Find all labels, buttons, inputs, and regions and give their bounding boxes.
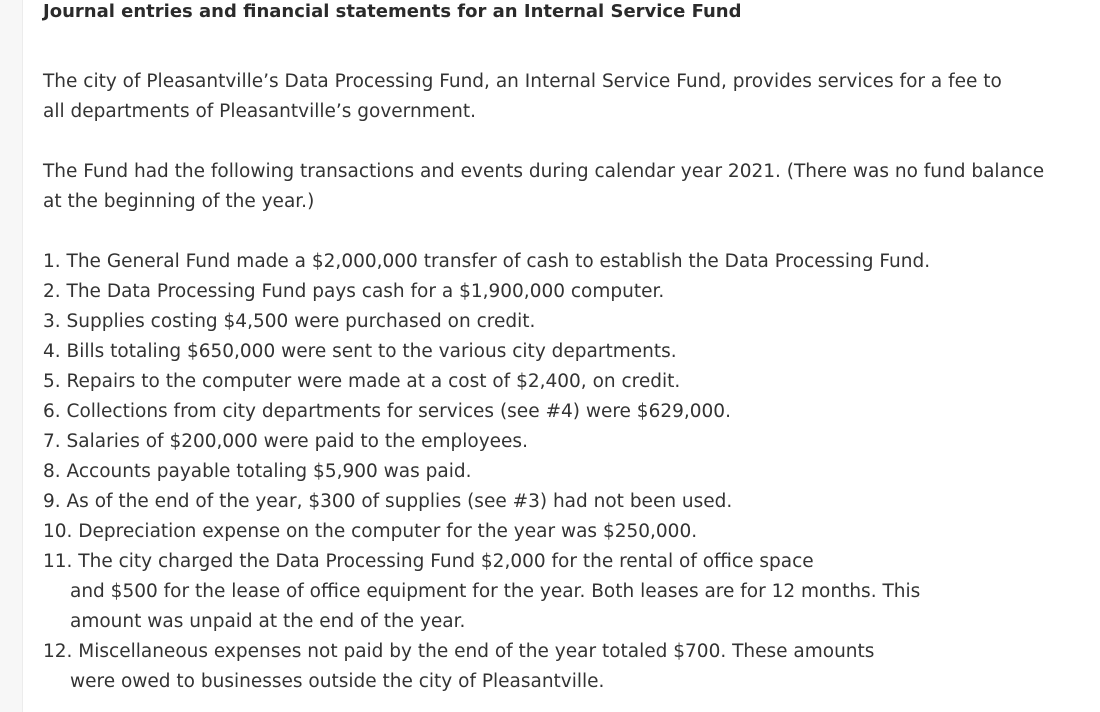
item-11-line-1: 11. The city charged the Data Processing Fund $2,000 for the rental of office space <box>43 551 814 572</box>
list-item: 3. Supplies costing $4,500 were purchased on credit. <box>43 311 536 332</box>
list-item-11 <box>43 547 1043 637</box>
left-gutter <box>0 0 23 712</box>
intro-paragraph <box>43 67 1043 127</box>
list-item: 5. Repairs to the computer were made at a cost of $2,400, on credit. <box>43 371 681 392</box>
list-item: 4. Bills totaling $650,000 were sent to the various city departments. <box>43 341 677 362</box>
item-11-line-3: amount was unpaid at the end of the year. <box>70 611 466 632</box>
context-line-1: The Fund had the following transactions and events during calendar year 2021. (There was no fund balance <box>43 161 1045 182</box>
item-12-line-1: 12. Miscellaneous expenses not paid by the end of the year totaled $700. These amounts <box>43 641 875 662</box>
list-item-12 <box>43 637 1043 697</box>
list-item: 1. The General Fund made a $2,000,000 transfer of cash to establish the Data Processing Fund. <box>43 251 931 272</box>
list-item: 2. The Data Processing Fund pays cash for a $1,900,000 computer. <box>43 281 665 302</box>
list-item: 8. Accounts payable totaling $5,900 was paid. <box>43 461 472 482</box>
list-item: 6. Collections from city departments for services (see #4) were $629,000. <box>43 401 731 422</box>
list-item: 9. As of the end of the year, $300 of supplies (see #3) had not been used. <box>43 491 733 512</box>
list-item: 10. Depreciation expense on the computer for the year was $250,000. <box>43 521 698 542</box>
intro-line-2: all departments of Pleasantville’s government. <box>43 101 476 122</box>
list-item: 7. Salaries of $200,000 were paid to the employees. <box>43 431 528 452</box>
context-line-2: at the beginning of the year.) <box>43 191 315 212</box>
item-12-line-2: were owed to businesses outside the city of Pleasantville. <box>70 671 605 692</box>
transaction-list <box>43 247 1043 697</box>
context-paragraph <box>43 157 1083 217</box>
intro-line-1: The city of Pleasantville’s Data Processing Fund, an Internal Service Fund, provides services for a fee to <box>43 71 1002 92</box>
page-title: Journal entries and financial statements for an Internal Service Fund <box>43 1 742 22</box>
item-11-line-2: and $500 for the lease of office equipment for the year. Both leases are for 12 months. This <box>70 581 921 602</box>
